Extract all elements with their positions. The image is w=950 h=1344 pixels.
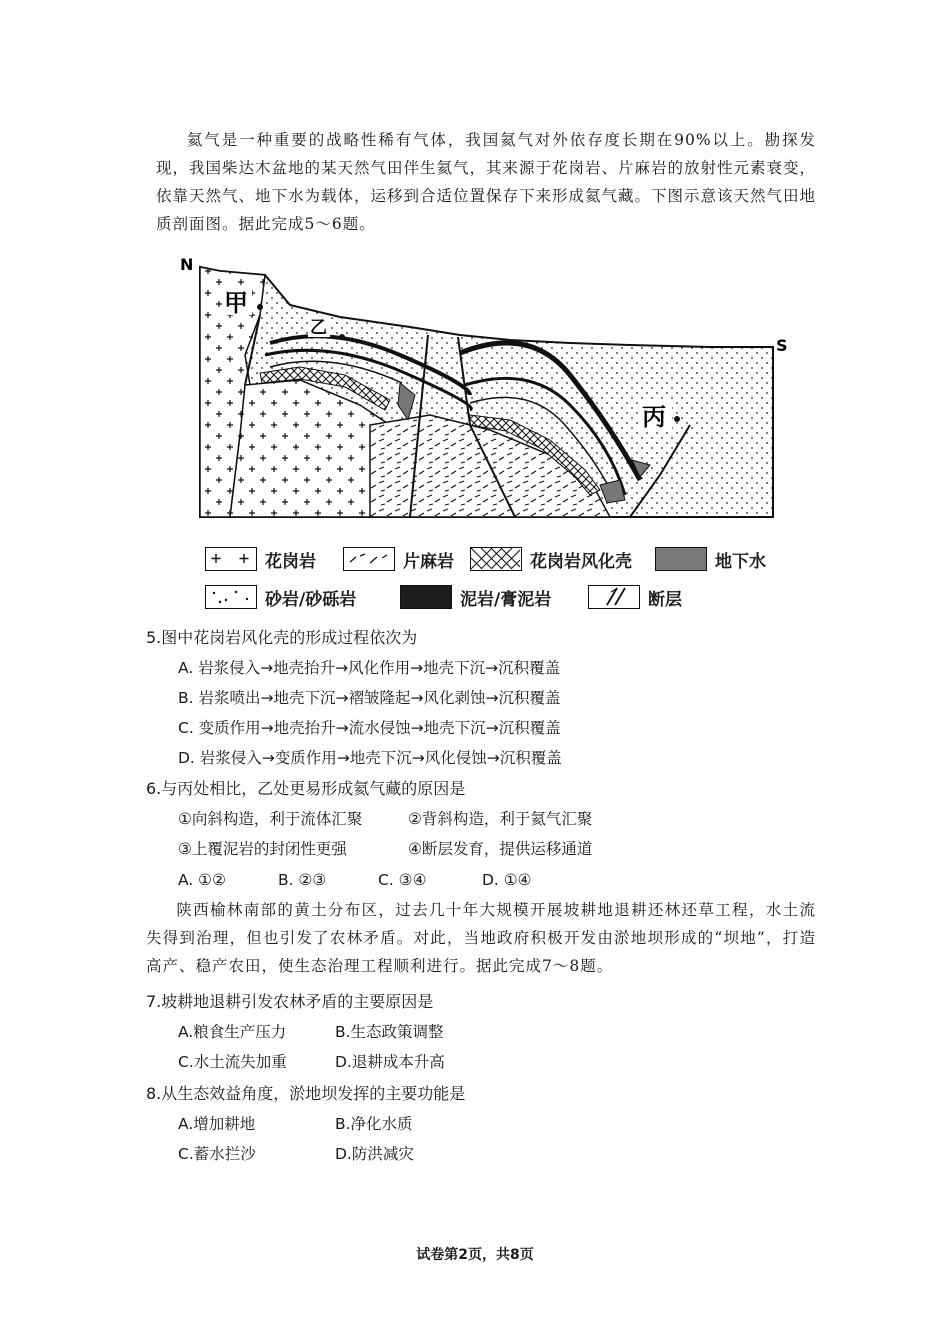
granite-swatch — [205, 547, 257, 571]
intro-text-1: 氦气是一种重要的战略性稀有气体，我国氦气对外依存度长期在90%以上。勘探发现，我国柴达木盆地的某天然气田伴生氦气，其来源于花岗岩、片麻岩的放射性元素衰变，依靠天然气、地下水为载体，运移到合适位置保存下来形成氦气藏。下图示意该天然气田地质剖面图。据此完成5～6题。 — [156, 131, 817, 233]
geological-cross-section — [170, 255, 800, 530]
q8-option-a[interactable]: A.增加耕地 — [178, 1115, 256, 1133]
mudstone-swatch — [400, 585, 452, 609]
q5-option-b[interactable]: B. 岩浆喷出→地壳下沉→褶皱隆起→风化剥蚀→沉积覆盖 — [178, 689, 561, 707]
q8-option-c[interactable]: C.蓄水拦沙 — [178, 1145, 256, 1163]
q6-option-a[interactable]: A. ①② — [178, 871, 226, 889]
intro-paragraph-2 — [146, 896, 816, 980]
weathered-swatch — [470, 547, 522, 571]
q8-option-d[interactable]: D.防洪减灾 — [335, 1145, 414, 1163]
label-bing: 丙 — [642, 403, 666, 431]
question-6-stem: 6.与丙处相比，乙处更易形成氦气藏的原因是 — [146, 779, 466, 798]
gneiss-swatch — [343, 547, 395, 571]
legend-granite: 花岗岩 — [205, 544, 316, 574]
q7-option-c[interactable]: C.水土流失加重 — [178, 1053, 287, 1071]
intro-paragraph-1 — [156, 126, 816, 238]
legend-groundwater: 地下水 — [655, 544, 766, 574]
groundwater-swatch — [655, 547, 707, 571]
q6-statement-2: ②背斜构造，利于氦气汇聚 — [408, 810, 593, 828]
q5-option-c[interactable]: C. 变质作用→地壳抬升→流水侵蚀→地壳下沉→沉积覆盖 — [178, 719, 561, 737]
q5-option-a[interactable]: A. 岩浆侵入→地壳抬升→风化作用→地壳下沉→沉积覆盖 — [178, 659, 561, 677]
q7-option-a[interactable]: A.粮食生产压力 — [178, 1023, 287, 1041]
south-label: S — [776, 336, 788, 355]
q7-option-d[interactable]: D.退耕成本升高 — [335, 1053, 445, 1071]
question-8-stem: 8.从生态效益角度，淤地坝发挥的主要功能是 — [146, 1084, 466, 1103]
q6-option-c[interactable]: C. ③④ — [378, 871, 427, 889]
north-label: N — [180, 255, 194, 274]
q6-option-d[interactable]: D. ①④ — [482, 871, 532, 889]
q8-option-b[interactable]: B.净化水质 — [335, 1115, 413, 1133]
legend-sandstone: 砂岩/砂砾岩 — [205, 582, 356, 612]
q6-statement-3: ③上覆泥岩的封闭性更强 — [178, 840, 347, 858]
page-footer: 试卷第2页，共8页 — [416, 1247, 534, 1263]
q7-option-b[interactable]: B.生态政策调整 — [335, 1023, 444, 1041]
intro-text-2: 陕西榆林南部的黄土分布区，过去几十年大规模开展坡耕地退耕还林还草工程，水土流失得到治理，但也引发了农林矛盾。对此，当地政府积极开发由淤地坝形成的“坝地”，打造高产、稳产农田，使生态治理工程顺利进行。据此完成7～8题。 — [146, 901, 816, 975]
q5-option-d[interactable]: D. 岩浆侵入→变质作用→地壳下沉→风化侵蚀→沉积覆盖 — [178, 749, 562, 767]
question-5-stem: 5.图中花岗岩风化壳的形成过程依次为 — [146, 628, 418, 647]
question-7-stem: 7.坡耕地退耕引发农林矛盾的主要原因是 — [146, 992, 434, 1011]
legend-fault: 断层 — [588, 582, 682, 612]
q6-statement-1: ①向斜构造，利于流体汇聚 — [178, 810, 363, 828]
legend-weathered: 花岗岩风化壳 — [470, 544, 632, 574]
legend-mudstone: 泥岩/膏泥岩 — [400, 582, 551, 612]
q6-statement-4: ④断层发育，提供运移通道 — [408, 840, 593, 858]
label-jia: 甲 — [224, 289, 248, 317]
sandstone-swatch — [205, 585, 257, 609]
fault-swatch — [588, 585, 640, 609]
legend-gneiss: 片麻岩 — [343, 544, 454, 574]
q6-option-b[interactable]: B. ②③ — [278, 871, 327, 889]
label-yi: 乙 — [310, 318, 327, 338]
